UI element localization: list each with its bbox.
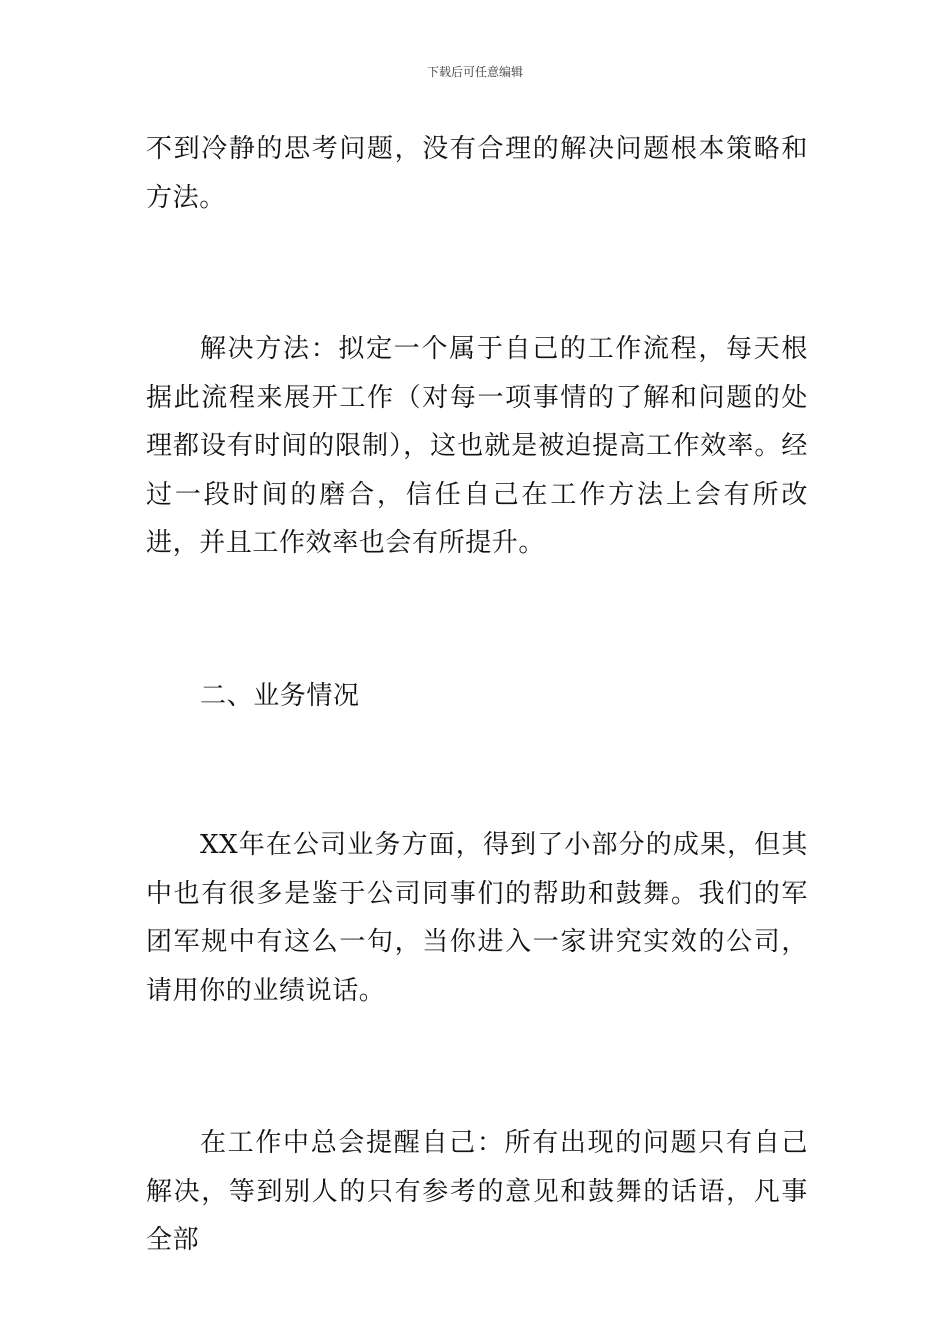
section-heading-business: 二、业务情况: [200, 681, 360, 711]
paragraph-business-results: XX年在公司业务方面，得到了小部分的成果，但其中也有很多是鉴于公司同事们的帮助和鼓舞。我们的军团军规中有这么一句，当你进入一家讲究实效的公司，请用你的业绩说话。: [146, 830, 808, 1006]
paragraph-work-reminder: 在工作中总会提醒自己：所有出现的问题只有自己解决，等到别人的只有参考的意见和鼓舞的话语，凡事全部: [146, 1128, 808, 1255]
header-note: 下载后可任意编辑: [426, 65, 523, 79]
paragraph-solution: 解决方法：拟定一个属于自己的工作流程，每天根据此流程来展开工作（对每一项事情的了解和问题的处理都设有时间的限制），这也就是被迫提高工作效率。经过一段时间的磨合，信任自己在工作方法上会有所改进，并且工作效率也会有所提升。: [146, 334, 808, 558]
paragraph-continuation: 不到冷静的思考问题，没有合理的解决问题根本策略和方法。: [146, 134, 808, 213]
